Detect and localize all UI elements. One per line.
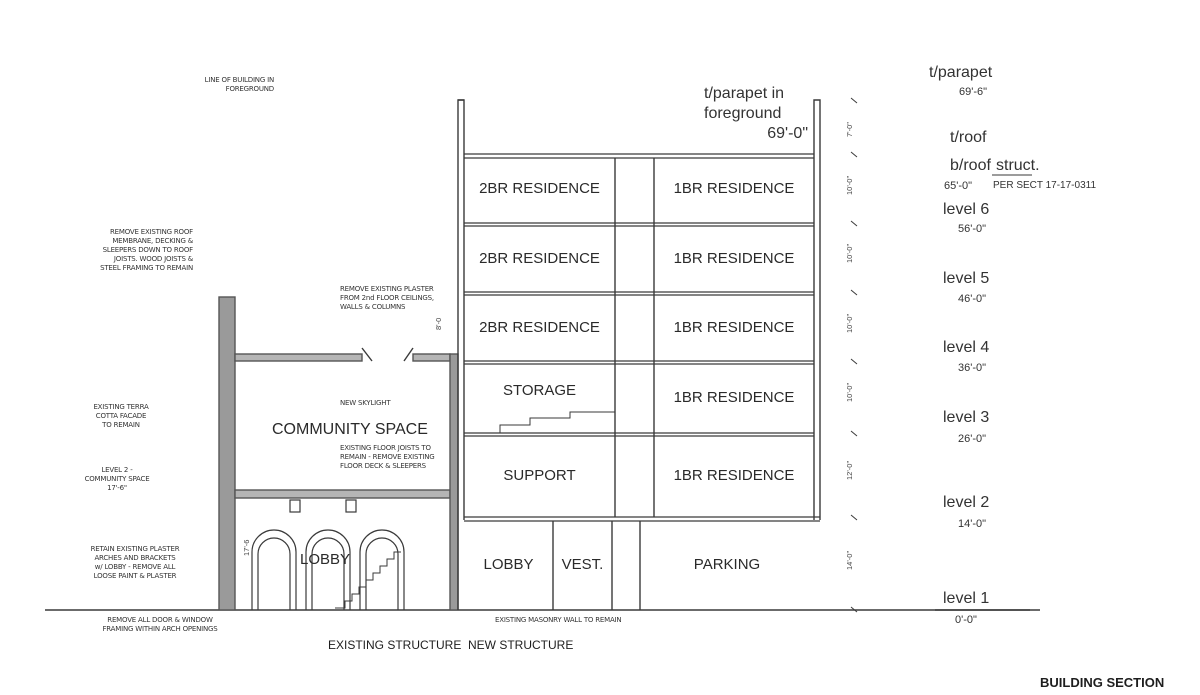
dim-level4: 10'-0": [845, 313, 854, 333]
parapet-foreground-label: t/parapet in foreground: [704, 85, 785, 122]
level-roof-note: PER SECT 17-17-0311: [993, 180, 1097, 191]
dim-existing-upper: 8'-0: [434, 317, 443, 330]
dim-level5: 10'-0": [845, 243, 854, 263]
note-remove-plaster: REMOVE EXISTING PLASTER FROM 2nd FLOOR CEILINGS, WALLS & COLUMNS: [340, 285, 434, 312]
existing-floor-slab: [235, 490, 450, 498]
room-lobby-existing: LOBBY: [300, 551, 351, 568]
dim-level1: 14'-0": [845, 550, 854, 570]
note-remove-roof: REMOVE EXISTING ROOF MEMBRANE, DECKING & SLEEPERS DOWN TO ROOF JOISTS. WOOD JOISTS & STEEL FRAMING TO REMAIN: [100, 228, 193, 273]
level1-label: level 1: [943, 590, 990, 607]
level-roof-sub-label: b/roof: [950, 157, 991, 174]
level2-elev: 14'-0": [958, 518, 987, 530]
note-masonry-wall: EXISTING MASONRY WALL TO REMAIN: [495, 616, 622, 624]
room-r4-left: 2BR RESIDENCE: [479, 319, 600, 336]
dim-level6: 10'-0": [845, 175, 854, 195]
note-new-skylight: NEW SKYLIGHT: [340, 399, 391, 407]
room-r3-right: 1BR RESIDENCE: [673, 389, 795, 406]
dim-level2: 12'-0": [845, 460, 854, 480]
skylight-right: [404, 348, 413, 361]
existing-facade-wall: [219, 297, 235, 610]
room-r5-left: 2BR RESIDENCE: [479, 250, 600, 267]
skylight-left: [362, 348, 372, 361]
level-roof-struct: struct.: [996, 157, 1040, 174]
note-line-of-building: LINE OF BUILDING IN FOREGROUND: [204, 76, 274, 94]
dim-existing-lobby: 17'-6: [242, 539, 251, 556]
room-r4-right: 1BR RESIDENCE: [673, 319, 795, 336]
level4-elev: 36'-0": [958, 362, 987, 374]
room-r2-left: SUPPORT: [503, 467, 576, 484]
level6-elev: 56'-0": [958, 223, 987, 235]
level-roof-label: t/roof: [950, 129, 987, 146]
level-roof-elev: 65'-0": [944, 180, 973, 192]
existing-roof-slab-right: [413, 354, 450, 361]
level3-label: level 3: [943, 409, 990, 426]
room-community-space: COMMUNITY SPACE: [272, 421, 428, 438]
floor-slabs: [464, 154, 820, 521]
parapet-foreground-elev: 69'-0": [767, 125, 808, 142]
drawing-title: BUILDING SECTION: [1040, 675, 1165, 690]
level3-elev: 26'-0": [958, 433, 987, 445]
dim-level3: 10'-0": [845, 382, 854, 402]
room-vestibule: VEST.: [561, 556, 604, 573]
room-r3-left: STORAGE: [502, 382, 577, 399]
level-parapet-label: t/parapet: [929, 64, 993, 81]
level5-label: level 5: [943, 270, 990, 287]
dim-parapet: 7'-0": [845, 122, 854, 137]
level-parapet-elev: 69'-6": [959, 86, 988, 98]
existing-structure-label: EXISTING STRUCTURE: [328, 638, 462, 652]
note-floor-joists: EXISTING FLOOR JOISTS TO REMAIN - REMOVE EXISTING FLOOR DECK & SLEEPERS: [340, 444, 435, 471]
level4-label: level 4: [943, 339, 990, 356]
existing-party-wall: [450, 354, 458, 610]
room-r5-right: 1BR RESIDENCE: [673, 250, 795, 267]
note-terra-cotta: EXISTING TERRA COTTA FACADE TO REMAIN: [93, 403, 149, 430]
new-structure-label: NEW STRUCTURE: [468, 638, 574, 652]
storage-step: [500, 412, 615, 433]
existing-roof-slab: [235, 354, 362, 361]
new-structure-outline: [458, 100, 464, 610]
room-r6-right: 1BR RESIDENCE: [673, 180, 795, 197]
room-parking: PARKING: [693, 556, 761, 573]
note-retain-plaster: RETAIN EXISTING PLASTER ARCHES AND BRACKETS w/ LOBBY - REMOVE ALL LOOSE PAINT & PLASTER: [90, 545, 180, 581]
room-r6-left: 2BR RESIDENCE: [479, 180, 600, 197]
level5-elev: 46'-0": [958, 293, 987, 305]
note-level2-community: LEVEL 2 - COMMUNITY SPACE 17'-6": [84, 466, 150, 493]
level6-label: level 6: [943, 201, 990, 218]
note-remove-doors: REMOVE ALL DOOR & WINDOW FRAMING WITHIN ARCH OPENINGS: [102, 616, 218, 634]
level1-elev: 0'-0": [955, 614, 977, 626]
room-lobby-new: LOBBY: [483, 556, 534, 573]
parapet-right: [814, 100, 820, 520]
room-r2-right: 1BR RESIDENCE: [673, 467, 795, 484]
level2-label: level 2: [943, 494, 990, 511]
